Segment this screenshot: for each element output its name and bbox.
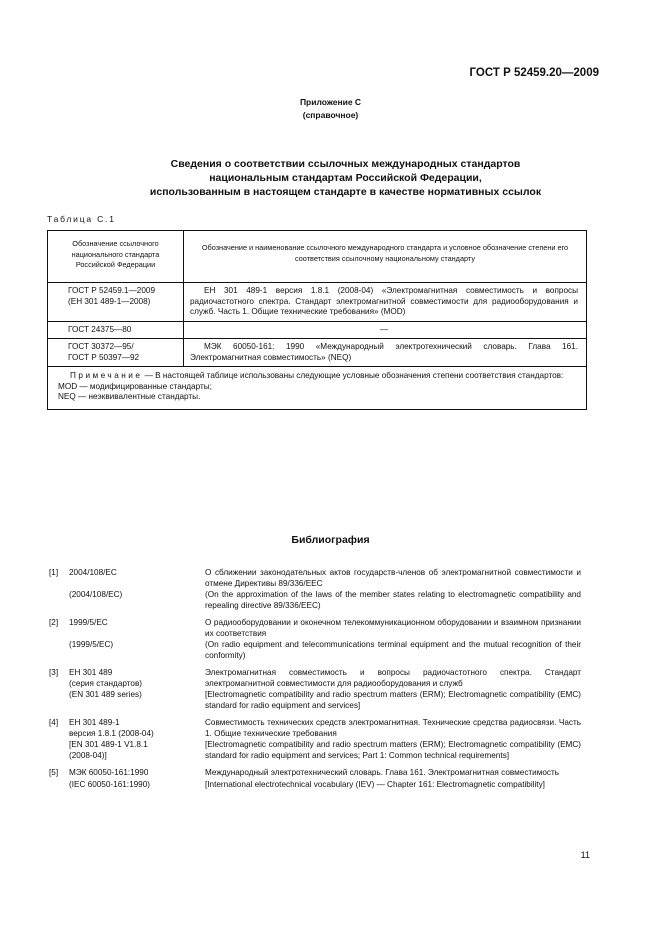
page-number: 11 [580,850,590,860]
entry-id: (2004/108/EC) [69,590,123,599]
bibliography-entry-original [49,590,581,611]
entry-text: Электромагнитная совместимость и вопросы радиочастотного спектра. Стандарт электромагнитной совместимости для радиооборудования и служб [205,668,581,688]
entry-id: (IEC 60050-161:1990) [69,779,151,789]
entry-id: МЭК 60050-161:1990 [69,768,149,777]
bibliography-entry-original [49,740,581,761]
bibliography-entry [49,568,581,589]
international-standard-cell: МЭК 60050-161: 1990 «Международный электротехнический словарь. Глава 161. Электромагнитная совместимость» (NEQ) [190,342,578,362]
entry-text: [Electromagnetic compatibility and radio spectrum matters (ERM); Electromagnetic compatibility (EMC) standard for radio equipment and services; Part 1: Common technical requirements] [205,740,581,760]
entry-number: [5] [49,768,59,777]
appendix-label: Приложение С [299,97,362,107]
table-row [48,339,586,367]
entry-id: 2004/108/EC [69,568,117,577]
table-header-row [48,231,586,283]
title-line: Сведения о соответствии ссылочных международных стандартов [170,158,521,170]
entry-id: ЕН 301 489 (серия стандартов) [69,668,143,688]
entry-text: (On the approximation of the laws of the member states relating to electromagnetic compatibility and repealing directive 89/336/EEC) [205,590,581,610]
bibliography-entry [49,668,581,689]
entry-text: О сближении законодательных актов государств-членов об электромагнитной совместимости и отмене Директивы 89/336/EEC [205,568,581,588]
note-item: MOD — модифицированные стандарты; [58,381,212,391]
note-text: — В настоящей таблице использованы следующие условные обозначения степени соответствия стандартов: [142,371,564,380]
note-label: Примечание [70,371,143,380]
national-standard-cell: ГОСТ Р 52459.1—2009 (ЕН 301 489-1—2008) [48,283,184,321]
bibliography-entry-original [49,640,581,661]
entry-number: [1] [49,568,59,577]
title-line: национальным стандартам Российской Федерации, [209,172,482,184]
entry-id: (EN 301 489 series) [69,690,142,699]
bibliography-entry-original [49,780,581,791]
entry-id: (1999/5/EC) [69,640,114,649]
entry-text: [Electromagnetic compatibility and radio spectrum matters (ERM); Electromagnetic compatibility (EMC) standard for radio equipment and services] [205,690,581,710]
entry-id: ЕН 301 489-1 версия 1.8.1 (2008-04) [69,718,154,738]
standard-designation-header: ГОСТ Р 52459.20—2009 [469,67,599,79]
bibliography-entry-original [49,690,581,711]
international-standard-cell: — [379,324,389,334]
bibliography-list [49,568,581,791]
entry-text: [International electrotechnical vocabulary (IEV) — Chapter 161: Electromagnetic compatibility] [205,779,545,789]
international-standard-cell: ЕН 301 489-1 версия 1.8.1 (2008-04) «Электромагнитная совместимость и вопросы радиочастотного спектра. Стандарт электромагнитной совместимости для радиооборудования и служб. Часть 1. Общие технические требования» (MOD) [190,286,578,316]
note-head [58,371,580,382]
section-title [60,157,631,199]
entry-number: [2] [49,618,59,627]
table-row [48,283,586,322]
column-header-international: Обозначение и наименование ссылочного международного стандарта и условное обозначение степени его соответствия ссылочному национальному стандарту [201,243,569,263]
bibliography-entry [49,718,581,739]
table-note [48,367,586,409]
correspondence-table [47,230,587,410]
entry-id: 1999/5/EC [69,618,108,627]
table-caption: Таблица С.1 [47,214,116,224]
entry-text: Международный электротехнический словарь. Глава 161. Электромагнитная совместимость [205,768,560,777]
entry-text: Совместимость технических средств электромагнитная. Технические средства радиосвязи. Часть 1. Общие технические требования [205,718,581,738]
entry-text: (On radio equipment and telecommunications terminal equipment and the mutual recognition of their conformity) [205,640,581,660]
entry-number: [3] [49,668,59,677]
column-header-national: Обозначение ссылочного национального стандарта Российской Федерации [48,231,184,282]
table-row [48,322,586,340]
title-line: использованным в настоящем стандарте в качестве нормативных ссылок [149,186,542,198]
bibliography-entry [49,618,581,639]
bibliography-title: Библиография [291,534,370,546]
note-item: NEQ — неэквивалентные стандарты. [58,392,201,401]
national-standard-cell: ГОСТ 24375—80 [48,322,184,339]
entry-text: О радиооборудовании и оконечном телекоммуникационном оборудовании и взаимном признании их соответствия [205,618,581,638]
entry-number: [4] [49,718,59,727]
appendix-kind: (справочное) [302,110,359,120]
bibliography-entry [49,768,581,779]
national-standard-cell: ГОСТ 30372—95/ ГОСТ Р 50397—92 [48,339,184,366]
entry-id: [EN 301 489-1 V1.8.1 (2008-04)] [69,740,148,760]
